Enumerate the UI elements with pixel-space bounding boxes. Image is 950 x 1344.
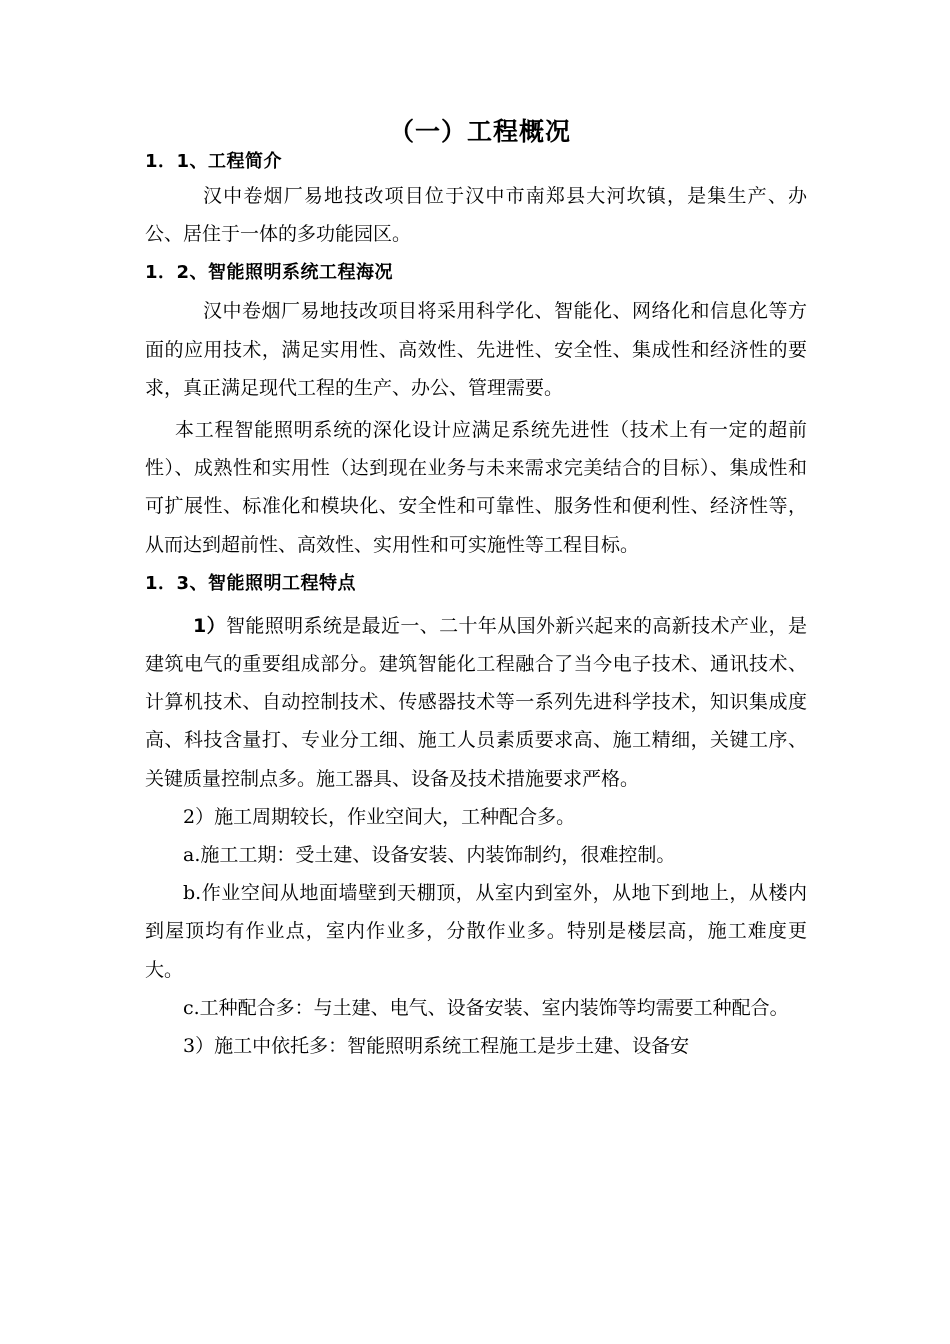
document-title: （一）工程概况 [388, 117, 571, 146]
paragraph: 2）施工周期较长，作业空间大，工种配合多。 [183, 805, 576, 828]
section-heading-1-2: 1．2、智能照明系统工程海况 [145, 262, 394, 284]
section-heading-1-1: 1．1、工程简介 [145, 151, 283, 172]
paragraph: 3）施工中依托多：智能照明系统工程施工是步土建、设备安 [183, 1035, 690, 1058]
document-body [145, 146, 807, 1065]
section-heading-1-3: 1．3、智能照明工程特点 [145, 572, 357, 594]
paragraph-text: 智能照明系统是最近一、二十年从国外新兴起来的高新技术产业，是建筑电气的重要组成部分。建筑智能化工程融合了当今电子技术、通讯技术、计算机技术、自动控制技术、传感器技术等一系列先进科学技术，知识集成度高、科技含量打、专业分工细、施工人员素质要求高、施工精细，关键工序、关键质量控制点多。施工器具、设备及技术措施要求严格。 [145, 614, 807, 790]
paragraph: a.施工工期：受土建、设备安装、内装饰制约，很难控制。 [183, 844, 676, 867]
paragraph: 汉中卷烟厂易地技改项目将采用科学化、智能化、网络化和信息化等方面的应用技术，满足实用性、高效性、先进性、安全性、集成性和经济性的要求，真正满足现代工程的生产、办公、管理需要。 [145, 300, 807, 399]
paragraph: 汉中卷烟厂易地技改项目位于汉中市南郑县大河坎镇，是集生产、办公、居住于一体的多功能园区。 [145, 185, 807, 246]
paragraph: b.作业空间从地面墙壁到天棚顶，从室内到室外，从地下到地上，从楼内到屋顶均有作业点，室内作业多，分散作业多。特别是楼层高，施工难度更大。 [145, 882, 807, 981]
paragraph: c.工种配合多：与土建、电气、设备安装、室内装饰等均需要工种配合。 [183, 996, 789, 1019]
list-number: 1） [193, 614, 226, 637]
paragraph [145, 607, 807, 798]
paragraph: 本工程智能照明系统的深化设计应满足系统先进性（技术上有一定的超前性）、成熟性和实用性（达到现在业务与未来需求完美结合的目标）、集成性和可扩展性、标准化和模块化、安全性和可靠性、服务性和便利性、经济性等，从而达到超前性、高效性、实用性和可实施性等工程目标。 [145, 419, 807, 556]
